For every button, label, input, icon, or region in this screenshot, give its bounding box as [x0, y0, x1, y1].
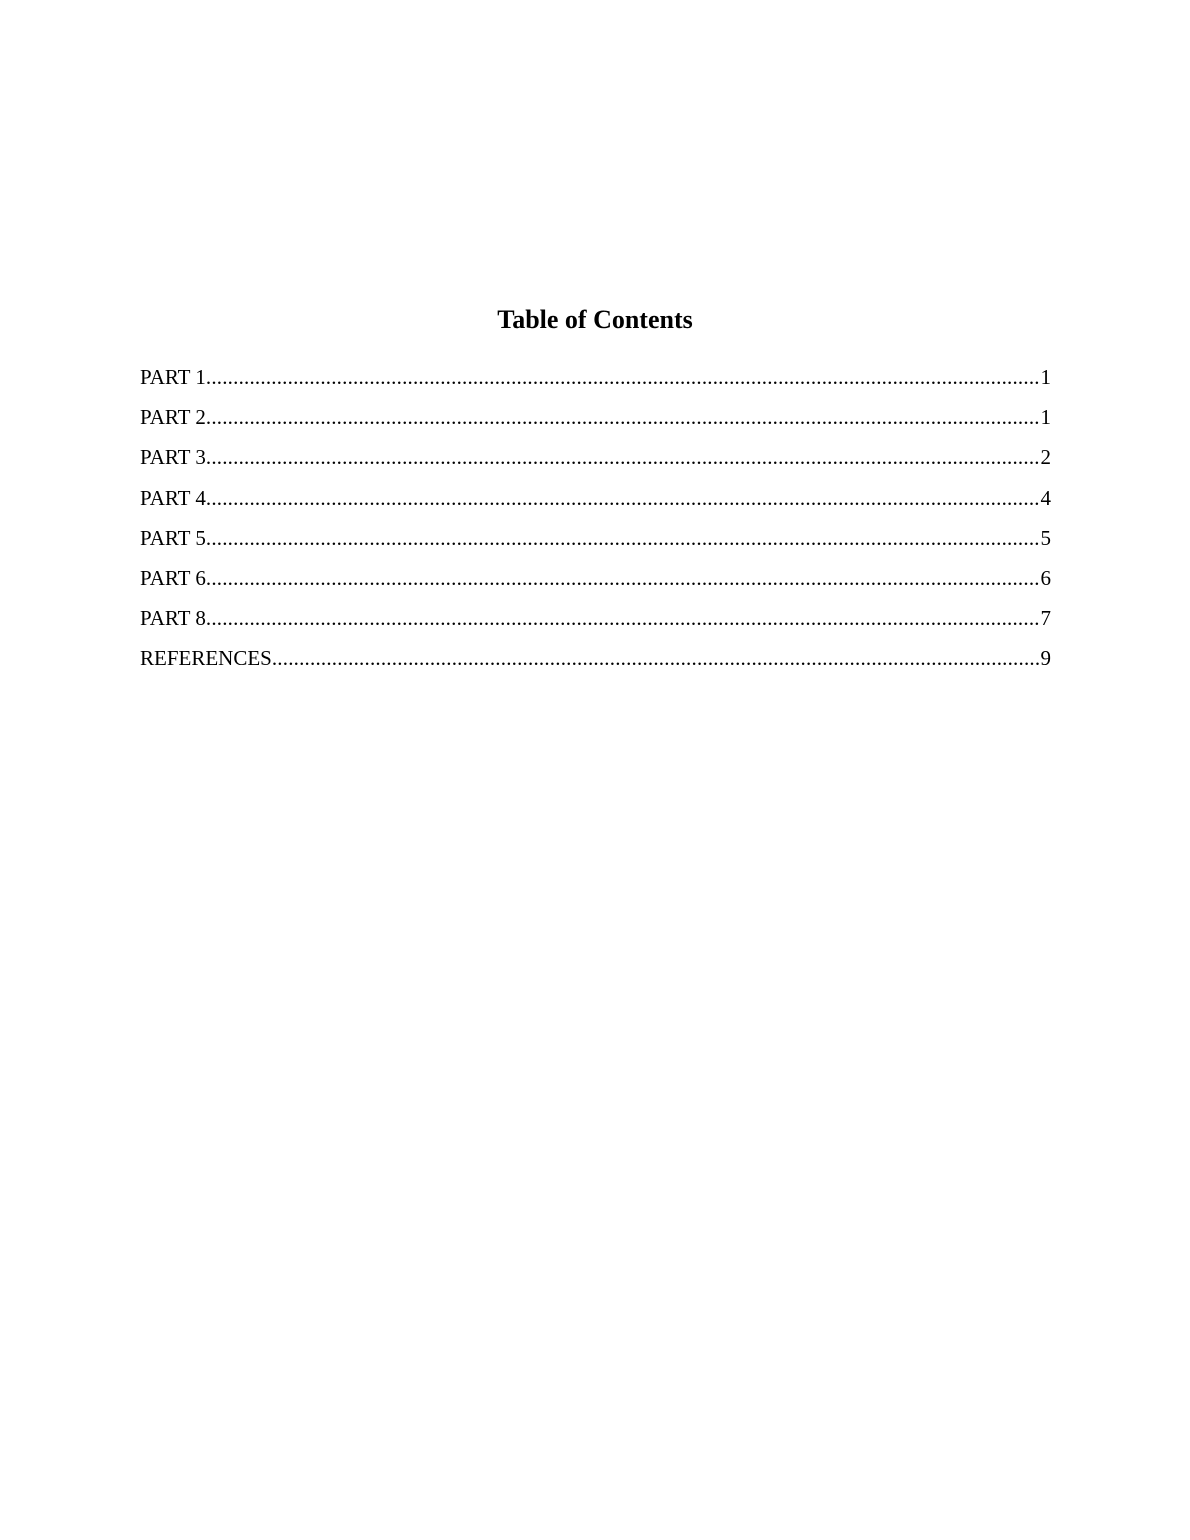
toc-entry-part-4[interactable] — [140, 483, 1051, 523]
toc-entry-label: PART 8 — [140, 606, 206, 631]
toc-dot-leader — [206, 483, 1041, 513]
toc-dot-leader — [206, 362, 1041, 392]
toc-entry-page-number: 6 — [1040, 565, 1051, 590]
toc-entry-label: PART 1 — [140, 365, 206, 389]
toc-entry-references[interactable] — [140, 643, 1051, 683]
toc-entry-page-number: 1 — [1040, 365, 1051, 389]
toc-entry-label: PART 3 — [140, 445, 206, 470]
toc-entry-part-5[interactable] — [140, 523, 1051, 563]
toc-entry-page-number: 2 — [1040, 445, 1051, 470]
toc-list — [140, 362, 1051, 684]
toc-title: Table of Contents — [497, 305, 693, 334]
toc-entry-page-number: 4 — [1040, 485, 1051, 510]
toc-dot-leader — [206, 603, 1041, 633]
toc-entry-part-2[interactable] — [140, 402, 1051, 442]
toc-entry-part-6[interactable] — [140, 563, 1051, 603]
toc-entry-label: PART 4 — [140, 485, 206, 510]
toc-entry-label: PART 2 — [140, 405, 206, 430]
toc-entry-label: PART 6 — [140, 565, 206, 590]
toc-entry-part-1[interactable] — [140, 362, 1051, 402]
toc-entry-label: PART 5 — [140, 525, 206, 550]
toc-entry-page-number: 7 — [1040, 606, 1051, 631]
toc-entry-part-8[interactable] — [140, 603, 1051, 643]
toc-dot-leader — [272, 643, 1041, 673]
toc-entry-label: REFERENCES — [140, 646, 272, 671]
toc-entry-part-3[interactable] — [140, 442, 1051, 482]
toc-dot-leader — [206, 402, 1041, 432]
toc-dot-leader — [206, 442, 1041, 472]
toc-dot-leader — [206, 563, 1041, 593]
toc-entry-page-number: 1 — [1040, 405, 1051, 430]
toc-dot-leader — [206, 523, 1041, 553]
toc-entry-page-number: 5 — [1040, 525, 1051, 550]
toc-entry-page-number: 9 — [1040, 646, 1051, 671]
